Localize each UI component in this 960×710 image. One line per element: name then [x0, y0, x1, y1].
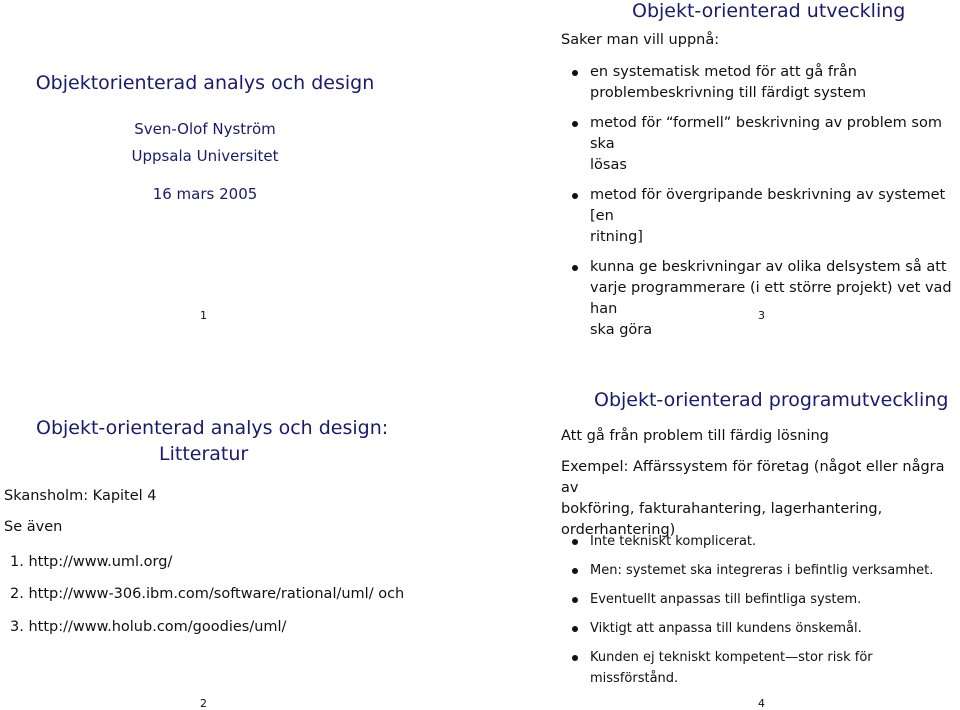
- bullet-icon: [572, 539, 578, 545]
- bullet-icon: [572, 626, 578, 632]
- list-item: Men: systemet ska integreras i befintlig verksamhet.: [567, 560, 960, 581]
- slide-1-title: Objektorienterad analys och design: [35, 72, 375, 94]
- slide-3-title: Objekt-orienterad utveckling: [632, 0, 906, 22]
- page-number-1: 1: [200, 309, 207, 322]
- presentation-date: 16 mars 2005: [152, 185, 258, 203]
- bullet-icon: [572, 655, 578, 661]
- list-item: kunna ge beskrivningar av olika delsystem så att varje programmerare (i ett större projekt) vet vad han ska göra: [567, 257, 960, 341]
- goals-list: [567, 62, 960, 341]
- slide-4-intro: Att gå från problem till färdig lösning: [561, 428, 829, 444]
- link-item-1[interactable]: 1. http://www.uml.org/: [10, 554, 173, 570]
- slide-1: [0, 0, 410, 330]
- list-item: Viktigt att anpassa till kundens önskemål.: [567, 618, 960, 639]
- author-name: Sven-Olof Nyström: [134, 120, 276, 138]
- slide-4-title: Objekt-orienterad programutveckling: [594, 389, 949, 411]
- example-paragraph: Exempel: Affärssystem för företag (något eller några av bokföring, fakturahantering, lagerhantering, orderhantering): [561, 459, 945, 538]
- list-item: Eventuellt anpassas till befintliga system.: [567, 589, 960, 610]
- see-also-label: Se även: [4, 519, 63, 535]
- page-number-2: 2: [200, 697, 207, 710]
- bullet-icon: [572, 70, 578, 76]
- challenges-list: [567, 531, 960, 689]
- bullet-icon: [572, 265, 578, 271]
- bullet-icon: [572, 568, 578, 574]
- page-number-3: 3: [758, 309, 765, 322]
- list-item: metod för “formell” beskrivning av problem som ska lösas: [567, 113, 960, 176]
- bullet-icon: [572, 193, 578, 199]
- list-item: Inte tekniskt komplicerat.: [567, 531, 960, 552]
- list-item: Kunden ej tekniskt kompetent—stor risk för missförstånd.: [567, 647, 960, 689]
- slide-4: [540, 355, 960, 709]
- list-item: metod för övergripande beskrivning av systemet [en ritning]: [567, 185, 960, 248]
- book-reference: Skansholm: Kapitel 4: [4, 488, 157, 504]
- bullet-icon: [572, 597, 578, 603]
- slide-3-intro: Saker man vill uppnå:: [561, 32, 720, 48]
- link-item-3[interactable]: 3. http://www.holub.com/goodies/uml/: [10, 619, 287, 635]
- link-item-2[interactable]: 2. http://www-306.ibm.com/software/rational/uml/ och: [10, 586, 405, 602]
- slide-2-title-line-1: Objekt-orienterad analys och design:: [36, 417, 389, 439]
- slide-2: [0, 355, 420, 709]
- page-number-4: 4: [758, 697, 765, 710]
- bullet-icon: [572, 121, 578, 127]
- slide-3: [540, 0, 960, 338]
- institution-name: Uppsala Universitet: [131, 147, 279, 165]
- list-item: en systematisk metod för att gå från problembeskrivning till färdigt system: [567, 62, 960, 104]
- slide-2-title-line-2: Litteratur: [159, 443, 249, 465]
